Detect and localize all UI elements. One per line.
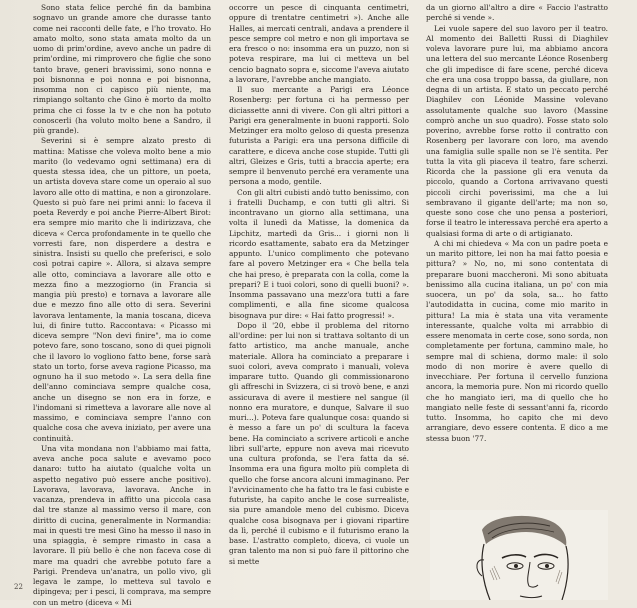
paragraph: A chi mi chiedeva « Ma con un padre poeta e un marito pittore, lei non ha mai fatto poesia e pittura? » No, no, mi sono contentata di preparare buoni maccheroni. Mi sono abituata benissimo alla cucina italiana, un po' con mia suocera, un po' da sola, sa... ho fatto l'autodidatta in cucina, come mio marito in pittura! La mia è stata una vita veramente interessante, qualche volta mi arrabbio di essere menomata in certe cose, sono sorda, non completamente per fortuna, cammino male, ho sempre mal di schiena, dormo male: il solo modo di non morire è avere quello di invecchiare. Per fortuna il cervello funziona ancora, la memoria pure. Non mi ricordo quello che ho mangiato ieri, ma di quello che ho mangiato nelle feste di sessant'anni fa, ricordo tutto. Insomma, ho capito che mi devo arrangiare, devo essere contenta. E dico a me stessa buon '77. — [426, 238, 608, 443]
paragraph: Sono stata felice perché fin da bambina sognavo un grande amore che durasse tanto come nei racconti delle fate, e l'ho trovato. Ho amato molto, sono stata amata molto da un uomo di prim'ordine, avevo anche un padre di prim'ordine, mi rimprovero che figlie che sono tanto brave, generi bravissimi, sono nonna e poi bisnonna e poi nonna e poi bisnonna, insomma non ci capisco più niente, ma rimpiango soltanto che Gino è morto da molto prima che ci fosse la tv e che non ha potuto conoscerli (ha voluto molto bene a Sandro, il più grande). — [33, 3, 211, 135]
portrait-drawing — [430, 510, 608, 600]
paragraph: Il suo mercante a Parigi era Léonce Rosenberg: per fortuna ci ha permesso per diciassette anni di vivere. Con gli altri pittori a Parigi era generalmente in buoni rapporti. Solo Metzinger era molto geloso di questa presenza futurista a Parigi: era una persona difficile di carattere, e diceva anche cose stupide. Tutti gli altri, Gleizes e Gris, tutti a braccia aperte; era sempre il benvenuto perché era veramente una persona a modo, gentile. — [229, 85, 409, 187]
paragraph: Con gli altri cubisti andò tutto benissimo, con i fratelli Duchamp, e con tutti gli altri. Si incontravano un giorno alla settimana, una volta il lunedì da Matisse, la domenica da Lipchitz, martedì da Gris... i giorni non li ricordo esattamente, sabato era da Metzinger appunto. L'unico complimento che potevano fare al povero Metzinger era « Che bella tela che hai preso, è preparata con la colla, come la prepari? E i tuoi colori, sono di quelli buoni? ». Insomma passavano una mezz'ora tutti a fare complimenti, e alla fine sicome qualcosa bisognava pur dire: « Hai fatto progressi! ». — [229, 187, 409, 320]
paragraph: Una vita mondana non l'abbiamo mai fatta, aveva anche poca salute e avevamo poco danaro: tutto ha aiutato (qualche volta un aspetto negativo può essere anche positivo). Lavorava, lavorava, lavorava. Anche in vacanza, prendeva in affitto una piccola casa dal tre stanze al massimo verso il mare, con diritto di cucina, generalmente in Normandia: mai in questi tre mesi Gino ha messo il naso in una spiaggia, è sempre rimasto in casa a lavorare. Il più bello è che non faceva cose di mare ma quadri che avrebbe potuto fare a Parigi. Prendeva un'anatra, un pollo vivo, gli legava le zampe, lo metteva sul tavolo e dipingeva; per i pesci, li comprava, ma sempre con un metro (diceva « Mi — [33, 443, 211, 607]
text-column-2 — [229, 3, 409, 567]
paragraph: Severini si è sempre alzato presto di mattina: Matisse che voleva molto bene a mio marito (lo vedevamo ogni settimana) era di questa stessa idea, che un pittore, un poeta, un artista doveva stare come un operaio al suo lavoro alle otto di mattina, e non a gironzolare. Questo si può fare nei primi anni: lo faceva il poeta Reverdy e poi anche Pierre-Albert Birot: era sempre mio marito che li indirizzava, che diceva « Cerca profondamente in te quello che vorresti fare, non disperdere a destra e sinistra. Insisti su quello che preferisci, e solo così potrai capire ». Allora, si alzava sempre alle otto, cominciava a lavorare alle otto e mezza fino a mezzogiorno (in Francia si mangia più presto) e tornava a lavorare alle due e mezzo fino alle otto di sera. Severini lavorava lentamente, la mania toscana, diceva lui, di finire tutto. Raccontava: « Picasso mi diceva sempre "Non devi finire", ma io come potevo fare, sono toscano, sono di quei pignoli che il lavoro lo vogliono fatto bene, forse sarà stato un torto, forse aveva ragione Picasso, ma ognuno ha il suo metodo ». La sera della fine dell'anno cominciava sempre qualche cosa, anche un disegno se non era in forze, e l'indomani si rimetteva a lavorare alle nove al massimo, e cominciava sempre l'anno con qualche cosa che aveva iniziato, per avere una continuità. — [33, 136, 211, 443]
portrait-sketch-image — [430, 510, 608, 600]
paragraph: Dopo il '20, ebbe il problema del ritorno all'ordine: per lui non si trattava soltanto di un fatto artistico, ma anche manuale, anche materiale. Allora ha cominciato a preparare i suoi colori, aveva comprato i manuali, voleva imparare tutto. Quando gli commissionarono gli affreschi in Svizzera, ci si trovò bene, e anzi assicurava di avere il mestiere nel sangue (il nonno era muratore, e dunque, Salvare il suo muri...). Poteva fare qualunque cosa: quando si è messo a fare un po' di scultura la faceva bene. Ha cominciato a scrivere articoli e anche libri sull'arte, eppure non aveva mai ricevuto una cultura profonda, se l'era fatta da sé. Insomma era una figura molto più completa di quello che forse ancora alcuni immaginano. Per l'avvicinamento che ha fatto tra le fasi cubiste e futuriste, ha capito anche le cose surrealiste, sia pure amandole meno del cubismo. Diceva qualche cosa bisognava per i giovani ripartire da lì, perché il cubismo e il futurismo erano la base. L'astratto completo, diceva, ci vuole un gran talento ma non si può fare il pittorino che si mette — [229, 320, 409, 566]
text-column-1 — [33, 3, 211, 608]
page-number: 22 — [14, 583, 23, 591]
paragraph: occorre un pesce di cinquanta centimetri, oppure di trentatre centimetri »). Anche alle Halles, ai mercati centrali, andava a prendere il pesce sempre col metro e non gli importava se era fresco o no: insomma era un puzzo, non si poteva respirare, ma lui ci metteva un bel cencio bagnato sopra e, siccome l'aveva aiutato a lavorare, l'avrebbe anche mangiato. — [229, 3, 409, 84]
paragraph: da un giorno all'altro a dire « Faccio l'astratto perché si vende ». — [426, 3, 608, 23]
paragraph: Lei vuole sapere del suo lavoro per il teatro. Al momento dei Balletti Russi di Diaghilev voleva lavorare pure lui, ma abbiamo ancora una lettera del suo mercante Léonce Rosenberg che gli impedisce di fare scene, perché diceva che era una cosa troppo bassa, da giullare, non degna di un artista. E stato un peccato perché Diaghilev con Léonide Massine volevano assolutamente qualche suo lavoro (Massine comprò anche un suo quadro). Fosse stato solo poverino, avrebbe forse rotto il contratto con Rosenberg per lavorare con loro, ma avendo una famiglia sulle spalle non se l'è sentita. Per tutta la vita gli piaceva il teatro, fare scherzi. Ricorda che la passione gli era venuta da piccolo, quando a Cortona arrivavano questi piccoli circhi poverissimi, ma che a lui sembravano il gigante dell'arte; ma non so, queste sono cose che uno pensa a posteriori, forse il teatro le interessava perché era aperto a qualsiasi forma di arte o di artigianato. — [426, 23, 608, 238]
text-column-3 — [426, 3, 608, 444]
